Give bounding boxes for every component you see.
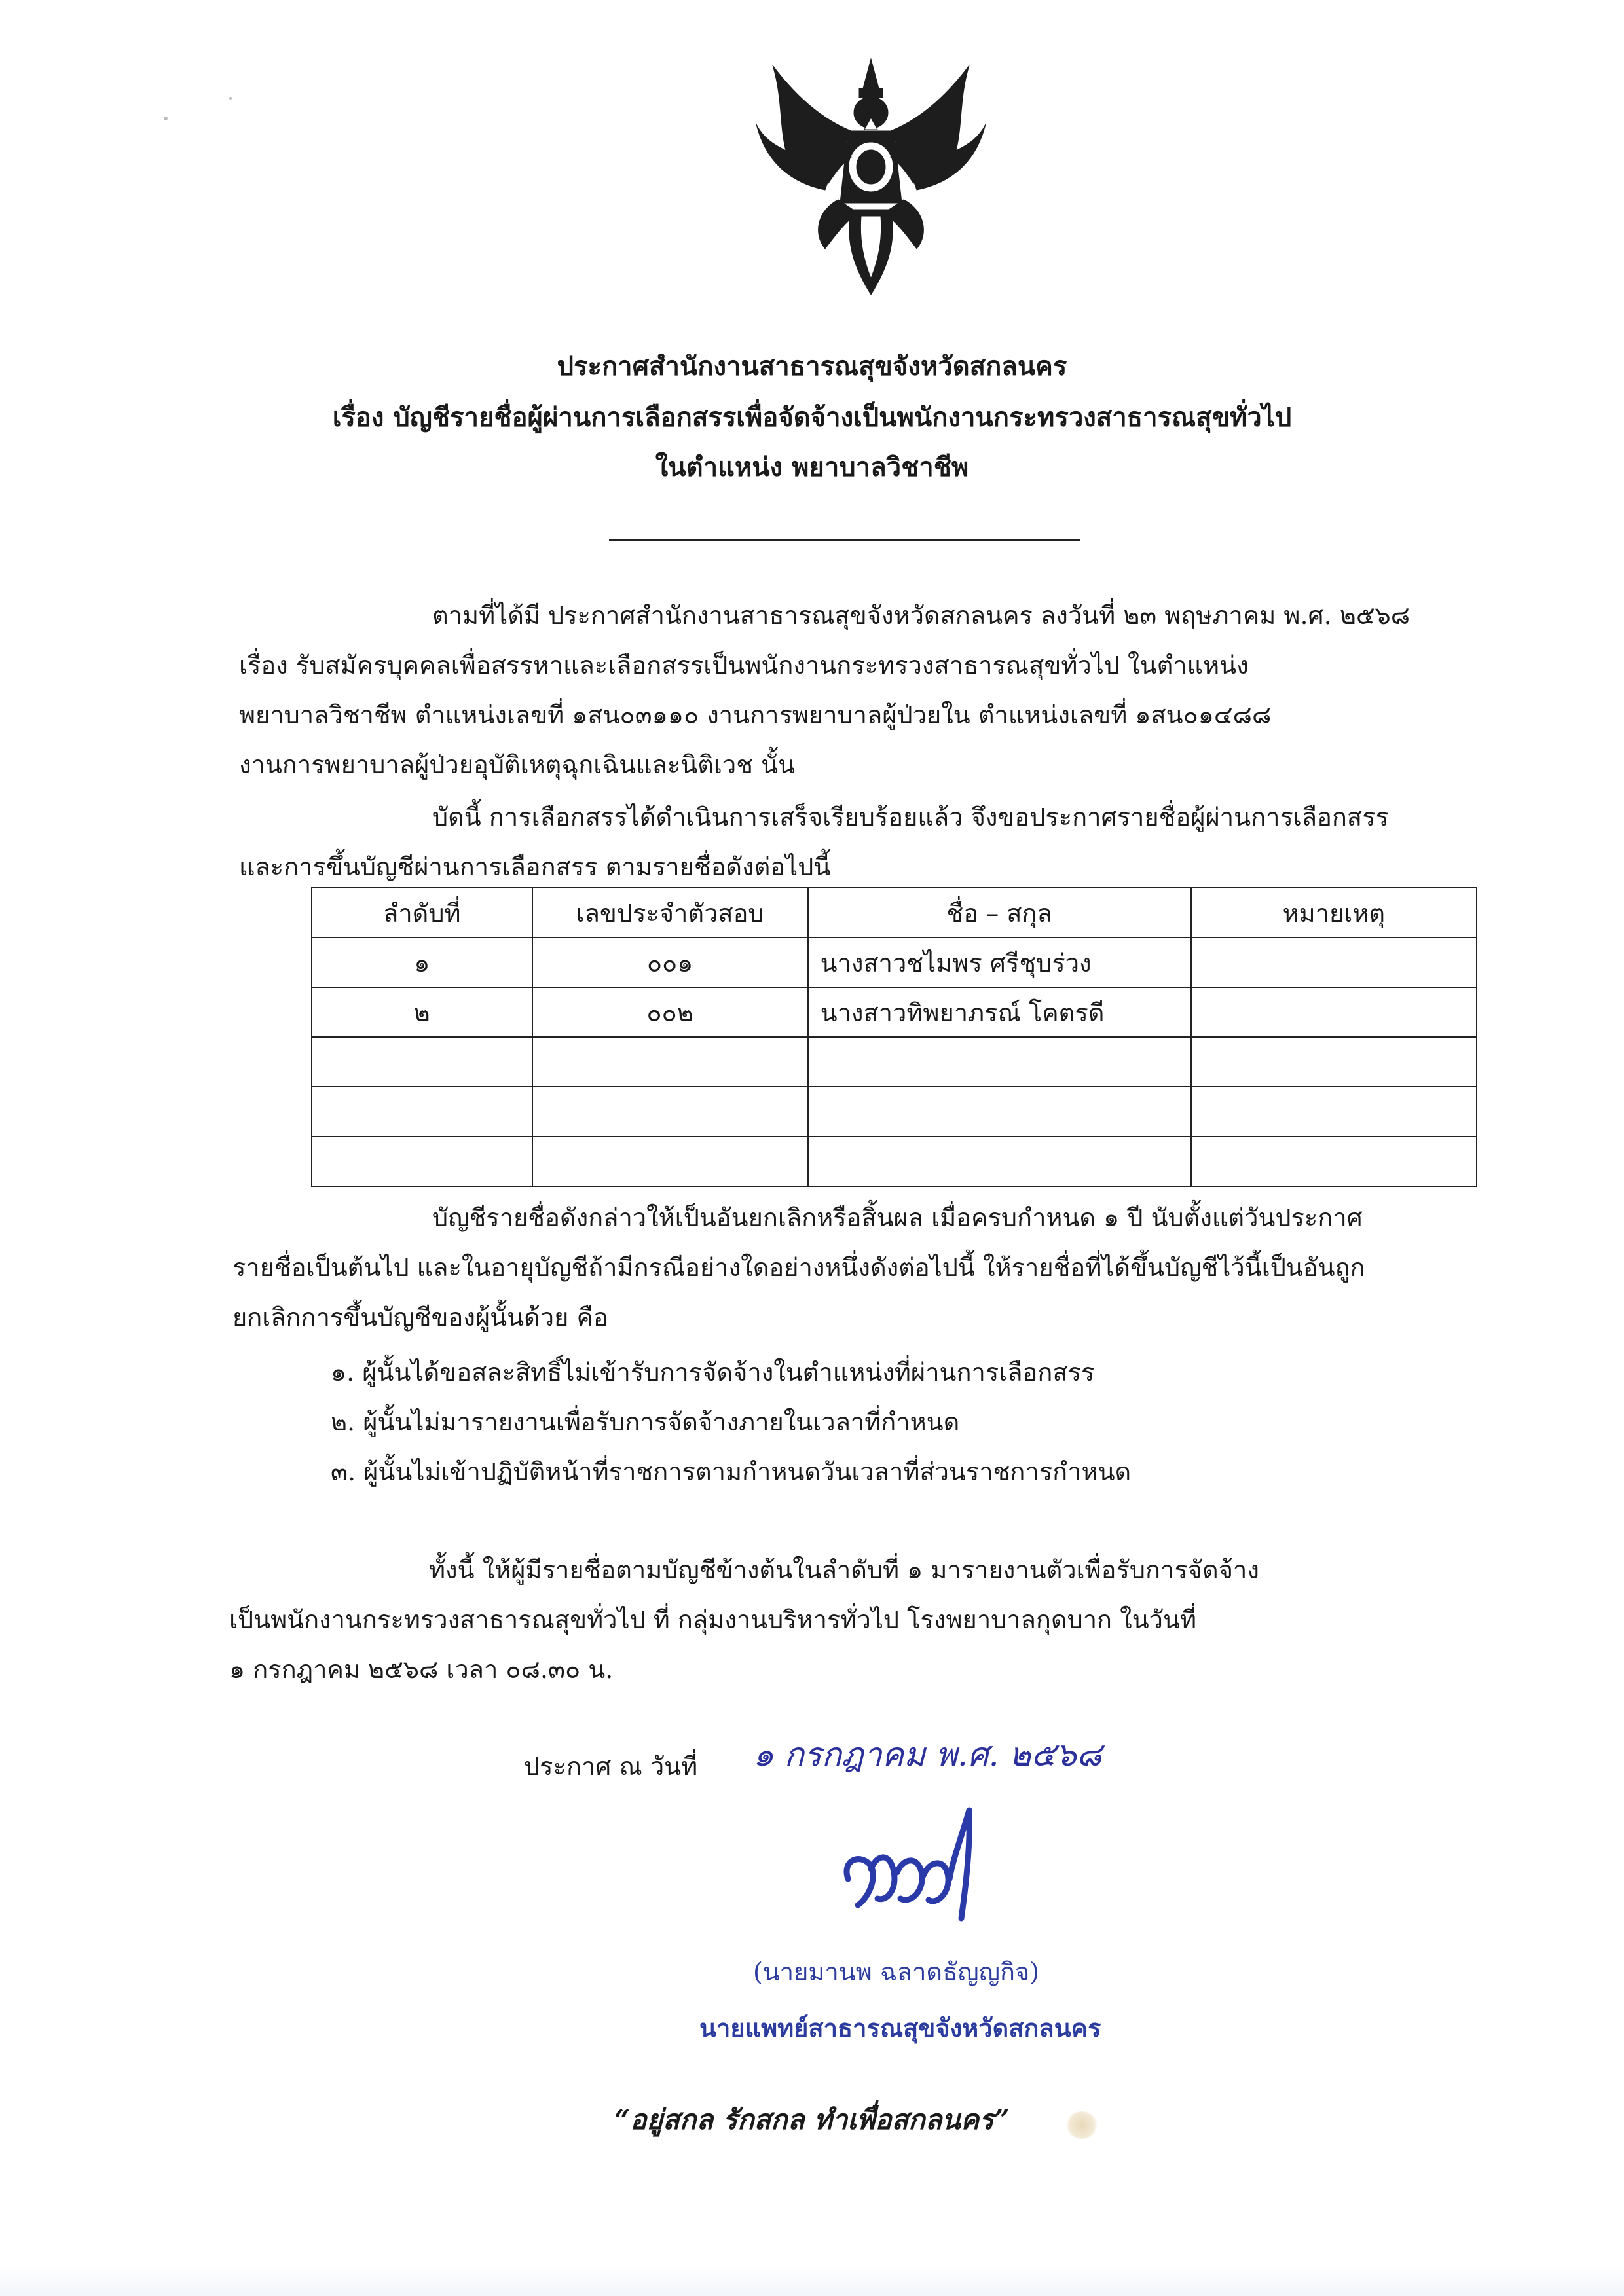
scan-speck (229, 97, 232, 100)
cell-name: นางสาวทิพยาภรณ์ โคตรดี (808, 987, 1191, 1037)
table-row (312, 1087, 1477, 1137)
signatory-position: นายแพทย์สาธารณสุขจังหวัดสกลนคร (699, 2013, 1101, 2043)
scan-speck (164, 117, 168, 120)
col-header-name: ชื่อ – สกุล (808, 888, 1191, 938)
cell-order (312, 1137, 532, 1186)
cell-exam-id: ๐๐๒ (532, 987, 808, 1037)
candidate-table (311, 887, 1477, 1187)
cell-exam-id (532, 1137, 808, 1186)
para4-line2: เป็นพนักงานกระทรวงสาธารณสุขทั่วไป ที่ กลุ่มงานบริหารทั่วไป โรงพยาบาลกุดบาก ในวันที่ (229, 1605, 1197, 1634)
cell-name (808, 1137, 1191, 1186)
cell-order: ๒ (312, 987, 532, 1037)
condition-item-3: ๓. ผู้นั้นไม่เข้าปฏิบัติหน้าที่ราชการตามกำหนดวันเวลาที่ส่วนราชการกำหนด (331, 1457, 1132, 1486)
para4-line1: ทั้งนี้ ให้ผู้มีรายชื่อตามบัญชีข้างต้นในลำดับที่ ๑ มารายงานตัวเพื่อรับการจัดจ้าง (429, 1556, 1259, 1584)
scan-bottom-edge (0, 2265, 1624, 2296)
table-row (312, 1137, 1477, 1186)
cell-exam-id: ๐๐๑ (532, 938, 808, 987)
cell-note (1191, 1087, 1477, 1137)
table-row (312, 1037, 1477, 1087)
cell-exam-id (532, 1087, 808, 1137)
cell-order: ๑ (312, 938, 532, 987)
cell-note (1191, 1037, 1477, 1087)
para1-line3: พยาบาลวิชาชีพ ตำแหน่งเลขที่ ๑สน๐๓๑๑๐ งานการพยาบาลผู้ป่วยใน ตำแหน่งเลขที่ ๑สน๐๑๔๘๘ (239, 701, 1272, 729)
table-header-row (312, 888, 1477, 938)
col-header-order: ลำดับที่ (312, 888, 532, 938)
condition-item-2: ๒. ผู้นั้นไม่มารายงานเพื่อรับการจัดจ้างภายในเวลาที่กำหนด (331, 1408, 960, 1436)
para3-line3: ยกเลิกการขึ้นบัญชีของผู้นั้นด้วย คือ (232, 1303, 608, 1332)
para3-line1: บัญชีรายชื่อดังกล่าวให้เป็นอันยกเลิกหรือสิ้นผล เมื่อครบกำหนด ๑ ปี นับตั้งแต่วันประกาศ (432, 1203, 1363, 1232)
col-header-exam-id: เลขประจำตัวสอบ (532, 888, 808, 938)
table-row (312, 938, 1477, 987)
garuda-emblem-icon (747, 52, 995, 301)
cell-name: นางสาวชไมพร ศรีชุบร่วง (808, 938, 1191, 987)
condition-item-1: ๑. ผู้นั้นได้ขอสละสิทธิ์ไม่เข้ารับการจัดจ้างในตำแหน่งที่ผ่านการเลือกสรร (331, 1358, 1095, 1387)
doc-title-line-3: ในตำแหน่ง พยาบาลวิชาชีพ (655, 452, 969, 483)
col-header-note: หมายเหตุ (1191, 888, 1477, 938)
cell-exam-id (532, 1037, 808, 1087)
title-divider (609, 539, 1080, 541)
cell-note (1191, 938, 1477, 987)
para2-line2: และการขึ้นบัญชีผ่านการเลือกสรร ตามรายชื่อดังต่อไปนี้ (239, 852, 831, 881)
para1-line2: เรื่อง รับสมัครบุคคลเพื่อสรรหาและเลือกสรรเป็นพนักงานกระทรวงสาธารณสุขทั่วไป ในตำแหน่ง (239, 651, 1249, 680)
cell-order (312, 1087, 532, 1137)
table-row (312, 987, 1477, 1037)
para2-line1: บัดนี้ การเลือกสรรได้ดำเนินการเสร็จเรียบร้อยแล้ว จึงขอประกาศรายชื่อผู้ผ่านการเลือกสรร (432, 803, 1389, 831)
doc-title-line-1: ประกาศสำนักงานสาธารณสุขจังหวัดสกลนคร (557, 351, 1067, 382)
announced-date-label: ประกาศ ณ วันที่ (524, 1752, 698, 1781)
cell-note (1191, 1137, 1477, 1186)
doc-title-line-2: เรื่อง บัญชีรายชื่อผู้ผ่านการเลือกสรรเพื่อจัดจ้างเป็นพนักงานกระทรวงสาธารณสุขทั่วไป (332, 402, 1292, 433)
para3-line2: รายชื่อเป็นต้นไป และในอายุบัญชีถ้ามีกรณีอย่างใดอย่างหนึ่งดังต่อไปนี้ ให้รายชื่อที่ได้ขึ้นบัญชีไว้นี้เป็นอันถูก (232, 1253, 1365, 1282)
cell-name (808, 1087, 1191, 1137)
cell-order (312, 1037, 532, 1087)
para1-line4: งานการพยาบาลผู้ป่วยอุบัติเหตุฉุกเฉินและนิติเวช นั้น (239, 750, 796, 779)
signatory-name: (นายมานพ ฉลาดธัญญกิจ) (753, 1958, 1040, 1986)
para4-line3: ๑ กรกฎาคม ๒๕๖๘ เวลา ๐๘.๓๐ น. (229, 1655, 614, 1684)
para1-line1: ตามที่ได้มี ประกาศสำนักงานสาธารณสุขจังหวัดสกลนคร ลงวันที่ ๒๓ พฤษภาคม พ.ศ. ๒๕๖๘ (432, 601, 1411, 630)
signature-scribble-icon (832, 1807, 1002, 1931)
cell-note (1191, 987, 1477, 1037)
cell-name (808, 1037, 1191, 1087)
handwritten-date: ๑ กรกฎาคม พ.ศ. ๒๕๖๘ (753, 1736, 1102, 1774)
footer-motto: “อยู่สกล รักสกล ทำเพื่อสกลนคร” (614, 2104, 1010, 2136)
paper-stain (1066, 2111, 1098, 2139)
